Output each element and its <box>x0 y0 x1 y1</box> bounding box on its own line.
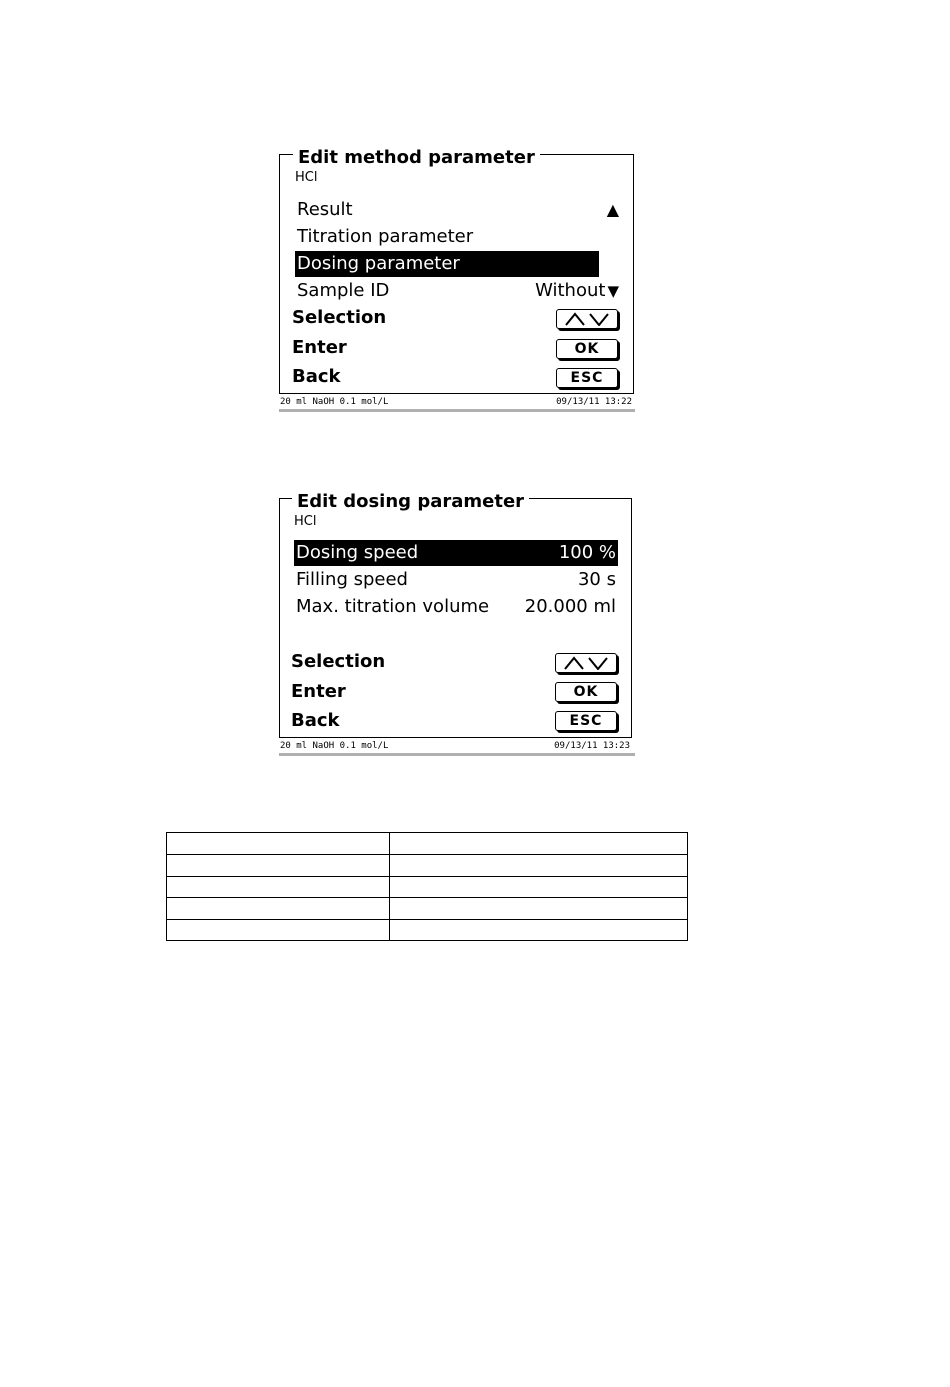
table-row <box>167 898 688 920</box>
filling-speed-row[interactable] <box>294 567 618 593</box>
status-datetime: 09/13/11 13:22 <box>556 397 632 407</box>
menu-item-value: Without <box>535 280 606 301</box>
table-cell <box>167 833 390 855</box>
enter-label: Enter <box>292 337 347 358</box>
menu-item-titration-parameter[interactable] <box>295 224 621 250</box>
table-cell <box>167 877 390 898</box>
row-value: 100 % <box>558 542 616 563</box>
status-bar <box>279 409 635 412</box>
row-label: Dosing speed <box>296 542 419 563</box>
status-datetime: 09/13/11 13:23 <box>554 741 630 751</box>
up-down-arrows-button[interactable] <box>556 309 618 329</box>
scroll-down-icon: ▼ <box>607 282 619 300</box>
menu-item-label: Titration parameter <box>297 226 474 247</box>
parameter-table <box>166 832 688 941</box>
esc-button[interactable]: ESC <box>556 368 618 388</box>
status-reagent: 20 ml NaOH 0.1 mol/L <box>280 397 389 407</box>
table-cell <box>390 920 688 941</box>
selection-label: Selection <box>292 307 387 328</box>
table-row <box>167 877 688 898</box>
table-row <box>167 833 688 855</box>
ok-button[interactable]: OK <box>555 682 617 702</box>
selection-label: Selection <box>291 651 386 672</box>
status-bar <box>279 753 635 756</box>
row-value: 20.000 ml <box>524 596 616 617</box>
up-down-arrows-icon <box>564 312 610 326</box>
scroll-up-icon: ▲ <box>606 200 619 219</box>
menu-item-label: Result <box>297 199 353 220</box>
method-parameter-screen <box>279 145 635 413</box>
screen-subtitle: HCl <box>294 514 317 529</box>
table-cell <box>167 898 390 920</box>
table-cell <box>167 855 390 877</box>
enter-label: Enter <box>291 681 346 702</box>
row-label: Max. titration volume <box>296 596 490 617</box>
menu-item-dosing-parameter[interactable] <box>295 251 599 277</box>
up-down-arrows-button[interactable] <box>555 653 617 673</box>
screen-title: Edit method parameter <box>293 148 540 168</box>
row-value: 30 s <box>577 569 616 590</box>
back-label: Back <box>291 710 340 731</box>
screen-title: Edit dosing parameter <box>292 492 529 512</box>
menu-item-result[interactable] <box>295 197 621 223</box>
menu-item-sample-id[interactable] <box>295 278 621 304</box>
table-row <box>167 855 688 877</box>
ok-button[interactable]: OK <box>556 339 618 359</box>
dosing-speed-row[interactable] <box>294 540 618 566</box>
table-cell <box>390 833 688 855</box>
table-cell <box>167 920 390 941</box>
esc-button[interactable]: ESC <box>555 711 617 731</box>
table-cell <box>390 898 688 920</box>
max-titration-volume-row[interactable] <box>294 594 618 620</box>
table-cell <box>390 877 688 898</box>
status-divider <box>279 393 634 394</box>
row-label: Filling speed <box>296 569 408 590</box>
up-down-arrows-icon <box>563 656 609 670</box>
status-divider <box>279 737 632 738</box>
menu-item-label: Dosing parameter <box>297 253 460 274</box>
menu-item-label: Sample ID <box>297 280 390 301</box>
screen-subtitle: HCl <box>295 170 318 185</box>
back-label: Back <box>292 366 341 387</box>
dosing-parameter-screen <box>279 489 635 757</box>
table-cell <box>390 855 688 877</box>
table-row <box>167 920 688 941</box>
status-reagent: 20 ml NaOH 0.1 mol/L <box>280 741 389 751</box>
